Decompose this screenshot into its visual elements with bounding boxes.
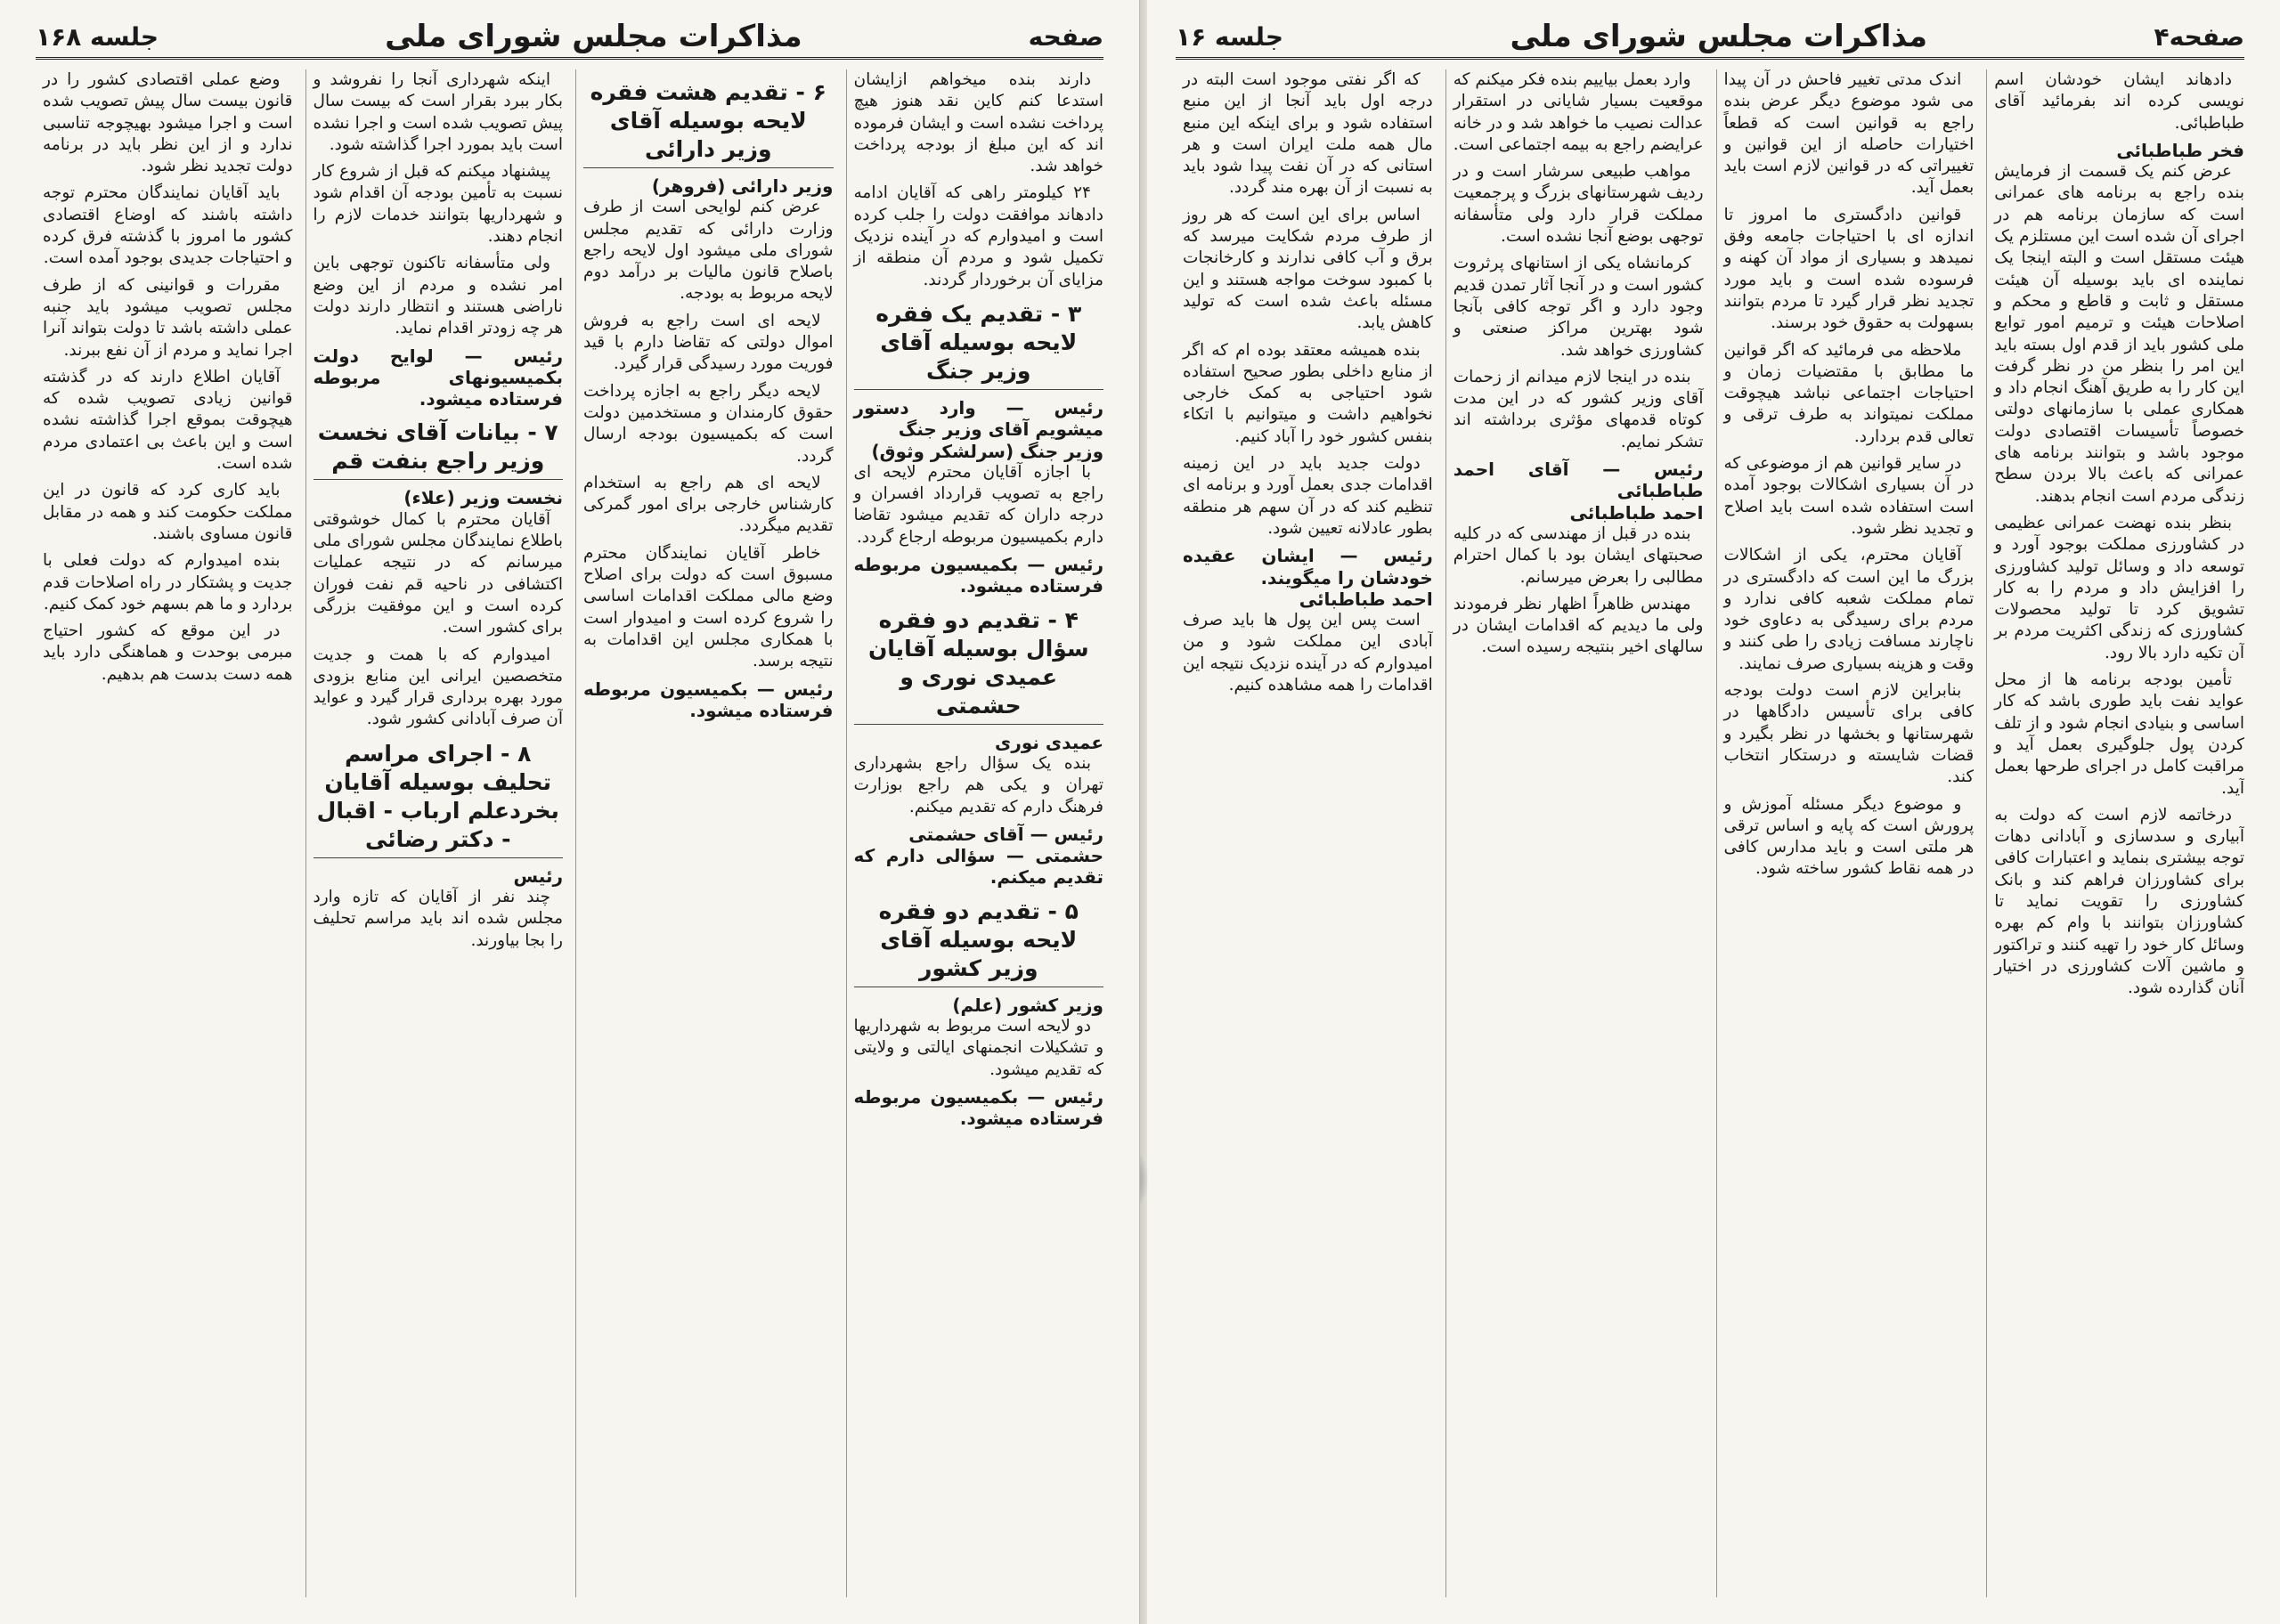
paragraph: در این موقع که کشور احتیاج مبرمی بوحدت و هماهنگی دارد باید همه دست بدست هم بدهیم. xyxy=(43,621,293,684)
paragraph: دادهاند ایشان خودشان اسم نویسی کرده اند بفرمائید آقای طباطبائی. xyxy=(1994,70,2244,133)
paragraph: عرض کنم یک قسمت از فرمایش بنده راجع به برنامه های عمرانی است که سازمان برنامه هم در اجرای آن شده است این مستلزم یک هیئت مستقل است و البته اینجا یک نماینده ای باید بوسیله آن هیئت مستقل و ثابت و قاطع و محکم و اصلاحات هیئت و ترمیم امور توابع ملی کشور باید از قدم اول بسته باید این امر را بنظر من در نظر گرفت این کار را به طریق آهنگ انجام داد و همکاری عملی با سازمانهای دولتی خصوصاً تأسیسات اقتصادی دولت موجود باشد و بتوانند برنامه های عمرانی که باعث بالا بردن سطح زندگی مردم است انجام بدهند. xyxy=(1994,162,2244,506)
paragraph: بنده امیدوارم که دولت فعلی با جدیت و پشتکار در راه اصلاحات قدم بردارد و ما هم بسهم خود کمک کنیم. xyxy=(43,551,293,613)
section-headline: ۴ - تقدیم دو فقره سؤال بوسیله آقایان عمیدی نوری و حشمتی xyxy=(854,606,1104,725)
speaker-name: رئیس — آقای حشمتی xyxy=(908,823,1103,845)
speaker-name: نخست وزیر (علاء) xyxy=(403,487,563,509)
paragraph: باید کاری کرد که قانون در این مملکت حکومت کند و همه در مقابل قانون مساوی باشند. xyxy=(43,481,293,543)
paragraph: باید آقایان نمایندگان محترم توجه داشته باشند که اوضاع اقتصادی کشور ما امروز با گذشته فرق کرده و احتیاجات جدیدی بوجود آمده است. xyxy=(43,183,293,268)
right-page-session: جلسه ۱۶ xyxy=(1176,21,1284,52)
section-headline: ۵ - تقدیم دو فقره لایحه بوسیله آقای وزیر کشور xyxy=(854,897,1104,987)
text-column xyxy=(846,69,1104,1597)
paragraph: بنده در اینجا لازم میدانم از زحمات آقای وزیر کشور که در این مدت کوتاه قدمهای مؤثری برداشته اند تشکر نمایم. xyxy=(1453,367,1704,451)
text-column xyxy=(36,69,293,1597)
paragraph: دارند بنده میخواهم ازایشان استدعا کنم کاین نقد هنوز هیچ پرداخت نشده است و ایشان فرموده اند که این مبلغ از بودجه پرداخت خواهد شد. xyxy=(853,70,1103,176)
left-page-title: مذاکرات مجلس شورای ملی xyxy=(385,19,802,54)
paragraph: و موضوع دیگر مسئله آموزش و پرورش است که پایه و اساس ترقی هر ملتی است و باید مدارس کافی در همه نقاط کشور ساخته شود. xyxy=(1723,794,1975,879)
speaker-name: رئیس — وارد دستور میشویم آقای وزیر جنگ xyxy=(853,396,1103,441)
paragraph: ولی متأسفانه تاکنون توجهی باین امر نشده و مردم از این وضع ناراضی هستند و انتظار دارند دولت هر چه زودتر اقدام نماید. xyxy=(313,254,563,338)
speaker-name: رئیس xyxy=(513,865,563,887)
paragraph: اندک مدتی تغییر فاحش در آن پیدا می شود موضوع دیگر عرض بنده راجع به قوانین است که قطعاً اختیارات حاصله از این قوانین و تغییراتی که در قوانین لازم است باید بعمل آید. xyxy=(1723,70,1975,198)
left-page-header xyxy=(36,16,1103,60)
text-column xyxy=(1176,69,1433,1597)
right-page-columns xyxy=(1176,69,2244,1597)
paragraph: خاطر آقایان نمایندگان محترم مسبوق است که دولت برای اصلاح وضع مالی مملکت اقدامات اساسی را شروع کرده است و امیدوار است با همکاری مجلس این اقدامات به نتیجه برسد. xyxy=(583,543,834,671)
left-page-number: صفحه xyxy=(1028,21,1103,52)
right-page-header xyxy=(1176,16,2244,60)
speaker-name: فخر طباطبائی xyxy=(2116,139,2244,161)
left-page-columns xyxy=(36,69,1103,1597)
paragraph: آقایان محترم با کمال خوشوقتی باطلاع نمایندگان مجلس شورای ملی میرسانم که در نتیجه عملیات اکتشافی در ناحیه قم نفت فوران کرده است و این موفقیت بزرگی برای کشور است. xyxy=(313,509,563,637)
paragraph: اینکه شهرداری آنجا را نفروشد و بکار ببرد بقرار است که بیست سال پیش تصویب شده است و اجرا نشده است باید بمورد اجرا گذاشته شود. xyxy=(313,70,563,154)
paragraph: ۲۴ کیلومتر راهی که آقایان ادامه دادهاند موافقت دولت را جلب کرده است و امیدوارم که در آینده نزدیک تکمیل شود و مردم آن منطقه از مزایای آن برخوردار گردند. xyxy=(853,183,1103,289)
paragraph: دولت جدید باید در این زمینه اقدامات جدی بعمل آورد و برنامه ای تنظیم کند که در آن سهم هر منطقه بطور عادلانه تعیین شود. xyxy=(1183,454,1433,538)
paragraph: است پس این پول ها باید صرف آبادی این مملکت شود و من امیدوارم که در آینده نزدیک نتیجه این اقدامات را همه مشاهده کنیم. xyxy=(1183,611,1433,695)
speaker-name: احمد طباطبائی xyxy=(1299,588,1433,610)
paragraph: بنده در قبل از مهندسی که در کلیه صحبتهای ایشان بود با کمال احترام مطالبی را بعرض میرسانم. xyxy=(1453,524,1704,587)
right-page-number: صفحه۴ xyxy=(2154,21,2244,52)
speaker-name: احمد طباطبائی xyxy=(1569,501,1704,524)
speaker-name: رئیس — لوایح دولت بکمیسیونهای مربوطه فرستاده میشود. xyxy=(313,345,563,410)
paragraph: بنده همیشه معتقد بوده ام که اگر از منابع داخلی بطور صحیح استفاده شود احتیاجی به کمک خارجی نخواهیم داشت و میتوانیم با اتکاء بنفس کشور خود را آباد کنیم. xyxy=(1183,340,1433,446)
paragraph: وضع عملی اقتصادی کشور را در قانون بیست سال پیش تصویب شده است و اجرا میشود بهیچوجه تناسبی ندارد و از این نظر باید در برنامه دولت تجدید نظر شود. xyxy=(43,70,293,176)
paragraph: که اگر نفتی موجود است البته در درجه اول باید آنجا از این منبع استفاده شود و برای اینکه این منبع مال همه ملت ایران است و هر استانی که در آن نفت پیدا شود باید به نسبت از آن بهره مند گردد. xyxy=(1183,70,1433,198)
paragraph: مهندس ظاهراً اظهار نظر فرمودند ولی ما دیدیم که اقدامات ایشان در سالهای اخیر بنتیجه رسیده است. xyxy=(1453,594,1704,657)
paragraph: کرمانشاه یکی از استانهای پرثروت کشور است و در آنجا آثار تمدن قدیم وجود دارد و اگر توجه کافی بآنجا شود بهترین مراکز صنعتی و کشاورزی خواهد شد. xyxy=(1453,254,1704,360)
right-page xyxy=(1140,0,2280,1624)
paragraph: مقررات و قوانینی که از طرف مجلس تصویب میشود باید جنبه عملی داشته باشد تا دولت بتواند آنرا اجرا نماید و مردم از آن نفع ببرند. xyxy=(43,275,293,360)
speaker-name: عمیدی نوری xyxy=(995,731,1103,753)
left-page-session: جلسه ۱۶۸ xyxy=(36,21,159,52)
speaker-name: وزیر جنگ (سرلشکر وثوق) xyxy=(871,440,1103,462)
paragraph: بنده یک سؤال راجع بشهرداری تهران و یکی هم راجع بوزارت فرهنگ دارم که تقدیم میکنم. xyxy=(853,753,1103,816)
paragraph: درخاتمه لازم است که دولت به آبیاری و سدسازی و آبادانی دهات توجه بیشتری بنماید و اعتبارات کافی برای کشاورزان فراهم کند و بانک کشاورزی را تقویت نماید تا کشاورزان بتوانند با وام کم بهره وسائل کار خود را تهیه کنند و تراکتور و ماشین آلات کشاورزی در اختیار آنان گذارده شود. xyxy=(1994,805,2244,998)
section-headline: ۸ - اجرای مراسم تحلیف بوسیله آقایان بخردعلم ارباب - اقبال - دکتر رضائی xyxy=(314,740,564,858)
paragraph: تأمین بودجه برنامه ها از محل عواید نفت باید طوری باشد که کار اساسی و بنیادی انجام شود و از تلف کردن پول جلوگیری بعمل آید و مراقبت کامل در اجرای طرحها بعمل آید. xyxy=(1994,670,2244,798)
section-headline: ۶ - تقدیم هشت فقره لایحه بوسیله آقای وزیر دارائی xyxy=(583,78,834,168)
section-headline: ۷ - بیانات آقای نخست وزیر راجع بنفت قم xyxy=(314,418,564,480)
text-column xyxy=(1986,69,2244,1597)
paragraph: امیدوارم که با همت و جدیت متخصصین ایرانی این منابع بزودی مورد بهره برداری قرار گیرد و عواید آن صرف آبادانی کشور شود. xyxy=(313,645,563,729)
paragraph: دو لایحه است مربوط به شهرداریها و تشکیلات انجمنهای ایالتی و ولایتی که تقدیم میشود. xyxy=(853,1017,1103,1079)
paragraph: در سایر قوانین هم از موضوعی که در آن بسیاری اشکالات بوجود آمده است استفاده شده است باید اصلاح و تجدید نظر شود. xyxy=(1723,454,1975,538)
section-headline: ۳ - تقدیم یک فقره لایحه بوسیله آقای وزیر جنگ xyxy=(854,300,1104,390)
paragraph: بنظر بنده نهضت عمرانی عظیمی در کشاورزی مملکت بوجود آورد و توسعه داد و وسائل تولید کشاورزی را افزایش داد و مردم را به کار تشویق کرد تا تولید محصولات کشاورزی که زندگی اکثریت مردم بر آن تکیه دارد بالا رود. xyxy=(1994,513,2244,662)
paragraph: لایحه ای است راجع به فروش اموال دولتی که تقاضا دارم با قید فوریت مورد رسیدگی قرار گیرد. xyxy=(583,311,834,374)
speaker-name: رئیس — بکمیسیون مربوطه فرستاده میشود. xyxy=(583,678,834,721)
paragraph: قوانین دادگستری ما امروز تا اندازه ای با احتیاجات جامعه وفق نمیدهد و بسیاری از مواد آن کهنه و فرسوده شده است و باید مورد تجدید نظر قرار گیرد تا مردم بتوانند بسهولت به حقوق خود برسند. xyxy=(1723,205,1975,333)
text-column xyxy=(575,69,834,1597)
speaker-name: رئیس — آقای احمد طباطبائی xyxy=(1453,459,1704,502)
speaker-name: رئیس — ایشان عقیده خودشان را میگویند. xyxy=(1183,545,1433,589)
paragraph: اساس برای این است که هر روز از طرف مردم شکایت میرسد که برق و آب کافی ندارند و کارخانجات با کمبود سوخت مواجه هستند و این مسئله باعث شده است که تولید کاهش یابد. xyxy=(1183,205,1433,333)
speaker-name: وزیر دارائی (فروهر) xyxy=(651,175,834,197)
paragraph: آقایان محترم، یکی از اشکالات بزرگ ما این است که دادگستری در تمام مملکت شعبه کافی ندارد و مردم برای رسیدگی به دعاوی خود ناچارند مسافت زیادی را طی کنند و وقت و هزینه بسیاری صرف نمایند. xyxy=(1723,546,1975,673)
paragraph: مواهب طبیعی سرشار است و در ردیف شهرستانهای بزرگ و پرجمعیت مملکت قرار دارد ولی متأسفانه توجهی بوضع آنجا نشده است. xyxy=(1453,162,1704,247)
paragraph: بنابراین لازم است دولت بودجه کافی برای تأسیس دادگاهها در شهرستانها و بخشها در نظر بگیرد و قضات شایسته و درستکار انتخاب کند. xyxy=(1723,681,1975,787)
paragraph: با اجازه آقایان محترم لایحه ای راجع به تصویب قرارداد افسران و درجه داران که تقدیم میشود تقاضا دارم بکمیسیون مربوطه ارجاع گردد. xyxy=(853,462,1103,547)
speaker-name: وزیر کشور (علم) xyxy=(952,994,1103,1016)
speaker-name: رئیس — بکمیسیون مربوطه فرستاده میشود. xyxy=(853,1085,1103,1130)
text-column xyxy=(1716,69,1975,1597)
speaker-name: حشمتی — سؤالی دارم که تقدیم میکنم. xyxy=(853,845,1103,889)
right-page-title: مذاکرات مجلس شورای ملی xyxy=(1510,19,1928,54)
paragraph: چند نفر از آقایان که تازه وارد مجلس شده اند باید مراسم تحلیف را بجا بیاورند. xyxy=(313,888,563,950)
paragraph: ملاحظه می فرمائید که اگر قوانین ما مطابق با مقتضیات زمان و احتیاجات اجتماعی نباشد هیچوقت مملکت نمیتواند به طرف ترقی و تعالی قدم بردارد. xyxy=(1723,340,1975,446)
paragraph: پیشنهاد میکنم که قبل از شروع کار نسبت به تأمین بودجه آن اقدام شود و شهرداریها بتوانند خدمات لازم را انجام دهند. xyxy=(313,162,563,247)
text-column xyxy=(1445,69,1704,1597)
paragraph: وارد بعمل بیاییم بنده فکر میکنم که موقعیت بسیار شایانی در استقرار عدالت نصیب ما خواهد شد و در خانه عرایضم راجع به بیمه اجتماعی است. xyxy=(1453,70,1704,154)
paragraph: لایحه دیگر راجع به اجازه پرداخت حقوق کارمندان و مستخدمین دولت است که بکمیسیون بودجه ارسال گردد. xyxy=(583,381,834,466)
paragraph: آقایان اطلاع دارند که در گذشته قوانین زیادی تصویب شده که هیچوقت بموقع اجرا گذاشته نشده است و این باعث بی اعتمادی مردم شده است. xyxy=(43,367,293,474)
paragraph: لایحه ای هم راجع به استخدام کارشناس خارجی برای امور گمرکی تقدیم میگردد. xyxy=(583,473,834,536)
speaker-name: رئیس — بکمیسیون مربوطه فرستاده میشود. xyxy=(853,554,1103,597)
paragraph: عرض کنم لوایحی است از طرف وزارت دارائی که تقدیم مجلس شورای ملی میشود اول لایحه راجع باصلاح قانون مالیات بر درآمد دوم لایحه مربوط به بودجه. xyxy=(583,198,834,304)
text-column xyxy=(305,69,564,1597)
